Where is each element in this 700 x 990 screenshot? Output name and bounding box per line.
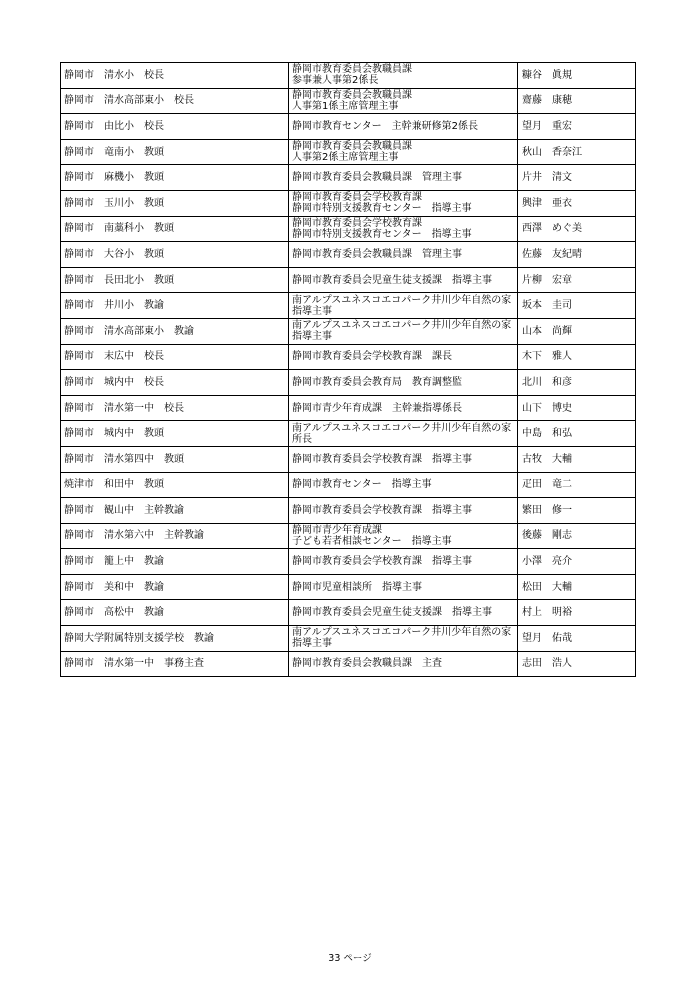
new-position-line: 静岡市特別支援教育センター 指導主事 xyxy=(292,203,472,215)
new-position-line: 静岡市特別支援教育センター 指導主事 xyxy=(292,228,472,240)
person-name-cell: 片井 清文 xyxy=(518,165,636,191)
new-position-line: 指導主事 xyxy=(292,305,332,317)
current-position-cell: 焼津市 和田中 教頭 xyxy=(61,472,289,498)
table-row xyxy=(61,88,636,114)
new-position-line: 指導主事 xyxy=(292,638,332,650)
table-row xyxy=(61,370,636,396)
current-position-cell: 静岡市 長田北小 教頭 xyxy=(61,267,289,293)
current-position-cell: 静岡市 城内中 教頭 xyxy=(61,421,289,447)
table-row xyxy=(61,293,636,319)
current-position-cell: 静岡市 清水第四中 教頭 xyxy=(61,446,289,472)
table-row xyxy=(61,63,636,89)
page-number: 33 ページ xyxy=(328,953,372,964)
current-position-cell: 静岡市 清水高部東小 教諭 xyxy=(61,318,289,344)
current-position-cell: 静岡市 清水第六中 主幹教諭 xyxy=(61,523,289,549)
new-position-line: 静岡市児童相談所 指導主事 xyxy=(292,581,422,593)
current-position-cell: 静岡市 井川小 教諭 xyxy=(61,293,289,319)
person-name-cell: 後藤 剛志 xyxy=(518,523,636,549)
person-name-cell: 松田 大輔 xyxy=(518,574,636,600)
current-position-cell: 静岡市 観山中 主幹教諭 xyxy=(61,498,289,524)
table-row xyxy=(61,165,636,191)
current-position-cell: 静岡市 城内中 校長 xyxy=(61,370,289,396)
current-position-cell: 静岡市 麻機小 教頭 xyxy=(61,165,289,191)
table-row xyxy=(61,216,636,242)
new-position-line: 南アルプスユネスコエコパーク井川少年自然の家 xyxy=(292,294,512,306)
table-body xyxy=(61,63,636,677)
new-position-cell xyxy=(289,165,518,191)
person-name-cell: 望月 重宏 xyxy=(518,114,636,140)
new-position-line: 静岡市教育センター 指導主事 xyxy=(292,479,432,491)
new-position-line: 静岡市教育委員会教職員課 xyxy=(292,64,412,76)
new-position-line: 静岡市青少年育成課 xyxy=(292,524,382,536)
new-position-line: 静岡市教育委員会教職員課 管理主事 xyxy=(292,172,462,184)
person-name-cell: 糠谷 眞規 xyxy=(518,63,636,89)
new-position-line: 人事第1係主席管理主事 xyxy=(292,100,399,112)
new-position-cell xyxy=(289,318,518,344)
new-position-line: 静岡市教育委員会教育局 教育調整監 xyxy=(292,376,462,388)
new-position-line: 南アルプスユネスコエコパーク井川少年自然の家 xyxy=(292,422,512,434)
table-row xyxy=(61,626,636,652)
new-position-cell xyxy=(289,626,518,652)
person-name-cell: 興津 亜衣 xyxy=(518,190,636,216)
current-position-cell: 静岡市 竜南小 教頭 xyxy=(61,139,289,165)
new-position-cell xyxy=(289,267,518,293)
new-position-cell xyxy=(289,421,518,447)
table-row xyxy=(61,600,636,626)
new-position-line: 静岡市教育委員会学校教育課 指導主事 xyxy=(292,504,472,516)
new-position-cell xyxy=(289,88,518,114)
new-position-cell xyxy=(289,395,518,421)
new-position-cell xyxy=(289,574,518,600)
table-row xyxy=(61,549,636,575)
new-position-cell xyxy=(289,498,518,524)
table-row xyxy=(61,651,636,677)
table-row xyxy=(61,472,636,498)
table-row xyxy=(61,114,636,140)
person-name-cell: 山下 博史 xyxy=(518,395,636,421)
current-position-cell: 静岡市 末広中 校長 xyxy=(61,344,289,370)
new-position-cell xyxy=(289,139,518,165)
person-name-cell: 望月 佑哉 xyxy=(518,626,636,652)
current-position-cell: 静岡市 籠上中 教諭 xyxy=(61,549,289,575)
new-position-line: 静岡市教育委員会学校教育課 指導主事 xyxy=(292,453,472,465)
current-position-cell: 静岡市 清水第一中 事務主査 xyxy=(61,651,289,677)
table-row xyxy=(61,242,636,268)
new-position-line: 指導主事 xyxy=(292,331,332,343)
person-name-cell: 秋山 香奈江 xyxy=(518,139,636,165)
table-row xyxy=(61,139,636,165)
person-name-cell: 坂本 圭司 xyxy=(518,293,636,319)
new-position-cell xyxy=(289,190,518,216)
table-row xyxy=(61,574,636,600)
new-position-cell xyxy=(289,216,518,242)
current-position-cell: 静岡市 美和中 教諭 xyxy=(61,574,289,600)
new-position-line: 静岡市教育委員会教職員課 xyxy=(292,141,412,153)
new-position-cell xyxy=(289,344,518,370)
new-position-cell xyxy=(289,293,518,319)
current-position-cell: 静岡市 清水小 校長 xyxy=(61,63,289,89)
person-name-cell: 片柳 宏章 xyxy=(518,267,636,293)
current-position-cell: 静岡大学附属特別支援学校 教諭 xyxy=(61,626,289,652)
current-position-cell: 静岡市 大谷小 教頭 xyxy=(61,242,289,268)
person-name-cell: 佐藤 友紀晴 xyxy=(518,242,636,268)
current-position-cell: 静岡市 玉川小 教頭 xyxy=(61,190,289,216)
current-position-cell: 静岡市 由比小 校長 xyxy=(61,114,289,140)
new-position-line: 静岡市教育委員会学校教育課 指導主事 xyxy=(292,556,472,568)
person-name-cell: 木下 雅人 xyxy=(518,344,636,370)
new-position-line: 静岡市教育委員会教職員課 xyxy=(292,89,412,101)
table-row xyxy=(61,395,636,421)
person-name-cell: 山本 尚輝 xyxy=(518,318,636,344)
table-row xyxy=(61,446,636,472)
new-position-line: 子ども若者相談センター 指導主事 xyxy=(292,535,452,547)
person-name-cell: 小澤 亮介 xyxy=(518,549,636,575)
new-position-cell xyxy=(289,651,518,677)
person-name-cell: 西澤 めぐ美 xyxy=(518,216,636,242)
table-row xyxy=(61,190,636,216)
new-position-cell xyxy=(289,600,518,626)
person-name-cell: 北川 和彦 xyxy=(518,370,636,396)
person-name-cell: 疋田 竜二 xyxy=(518,472,636,498)
new-position-cell xyxy=(289,446,518,472)
new-position-line: 静岡市教育委員会学校教育課 xyxy=(292,192,422,204)
current-position-cell: 静岡市 高松中 教諭 xyxy=(61,600,289,626)
new-position-cell xyxy=(289,114,518,140)
personnel-table xyxy=(60,62,636,677)
new-position-line: 静岡市教育委員会児童生徒支援課 指導主事 xyxy=(292,607,492,619)
new-position-cell xyxy=(289,370,518,396)
person-name-cell: 古牧 大輔 xyxy=(518,446,636,472)
new-position-line: 静岡市教育委員会児童生徒支援課 指導主事 xyxy=(292,274,492,286)
new-position-line: 所長 xyxy=(292,433,312,445)
person-name-cell: 村上 明裕 xyxy=(518,600,636,626)
new-position-line: 南アルプスユネスコエコパーク井川少年自然の家 xyxy=(292,320,512,332)
new-position-line: 静岡市教育委員会教職員課 管理主事 xyxy=(292,248,462,260)
person-name-cell: 志田 浩人 xyxy=(518,651,636,677)
person-name-cell: 中島 和弘 xyxy=(518,421,636,447)
new-position-line: 人事第2係主席管理主事 xyxy=(292,152,399,164)
current-position-cell: 静岡市 南藁科小 教頭 xyxy=(61,216,289,242)
table-row xyxy=(61,267,636,293)
new-position-line: 静岡市教育委員会学校教育課 xyxy=(292,217,422,229)
new-position-cell xyxy=(289,63,518,89)
person-name-cell: 繁田 修一 xyxy=(518,498,636,524)
person-name-cell: 齋藤 康穂 xyxy=(518,88,636,114)
table-row xyxy=(61,523,636,549)
table-row xyxy=(61,421,636,447)
new-position-line: 南アルプスユネスコエコパーク井川少年自然の家 xyxy=(292,627,512,639)
current-position-cell: 静岡市 清水第一中 校長 xyxy=(61,395,289,421)
current-position-cell: 静岡市 清水高部東小 校長 xyxy=(61,88,289,114)
table-row xyxy=(61,344,636,370)
new-position-cell xyxy=(289,549,518,575)
table-row xyxy=(61,498,636,524)
new-position-cell xyxy=(289,242,518,268)
new-position-line: 参事兼人事第2係長 xyxy=(292,75,379,87)
new-position-line: 静岡市教育委員会学校教育課 課長 xyxy=(292,351,452,363)
new-position-line: 静岡市青少年育成課 主幹兼指導係長 xyxy=(292,402,462,414)
new-position-cell xyxy=(289,472,518,498)
new-position-cell xyxy=(289,523,518,549)
new-position-line: 静岡市教育委員会教職員課 主査 xyxy=(292,658,442,670)
table-row xyxy=(61,318,636,344)
new-position-line: 静岡市教育センター 主幹兼研修第2係長 xyxy=(292,120,478,132)
